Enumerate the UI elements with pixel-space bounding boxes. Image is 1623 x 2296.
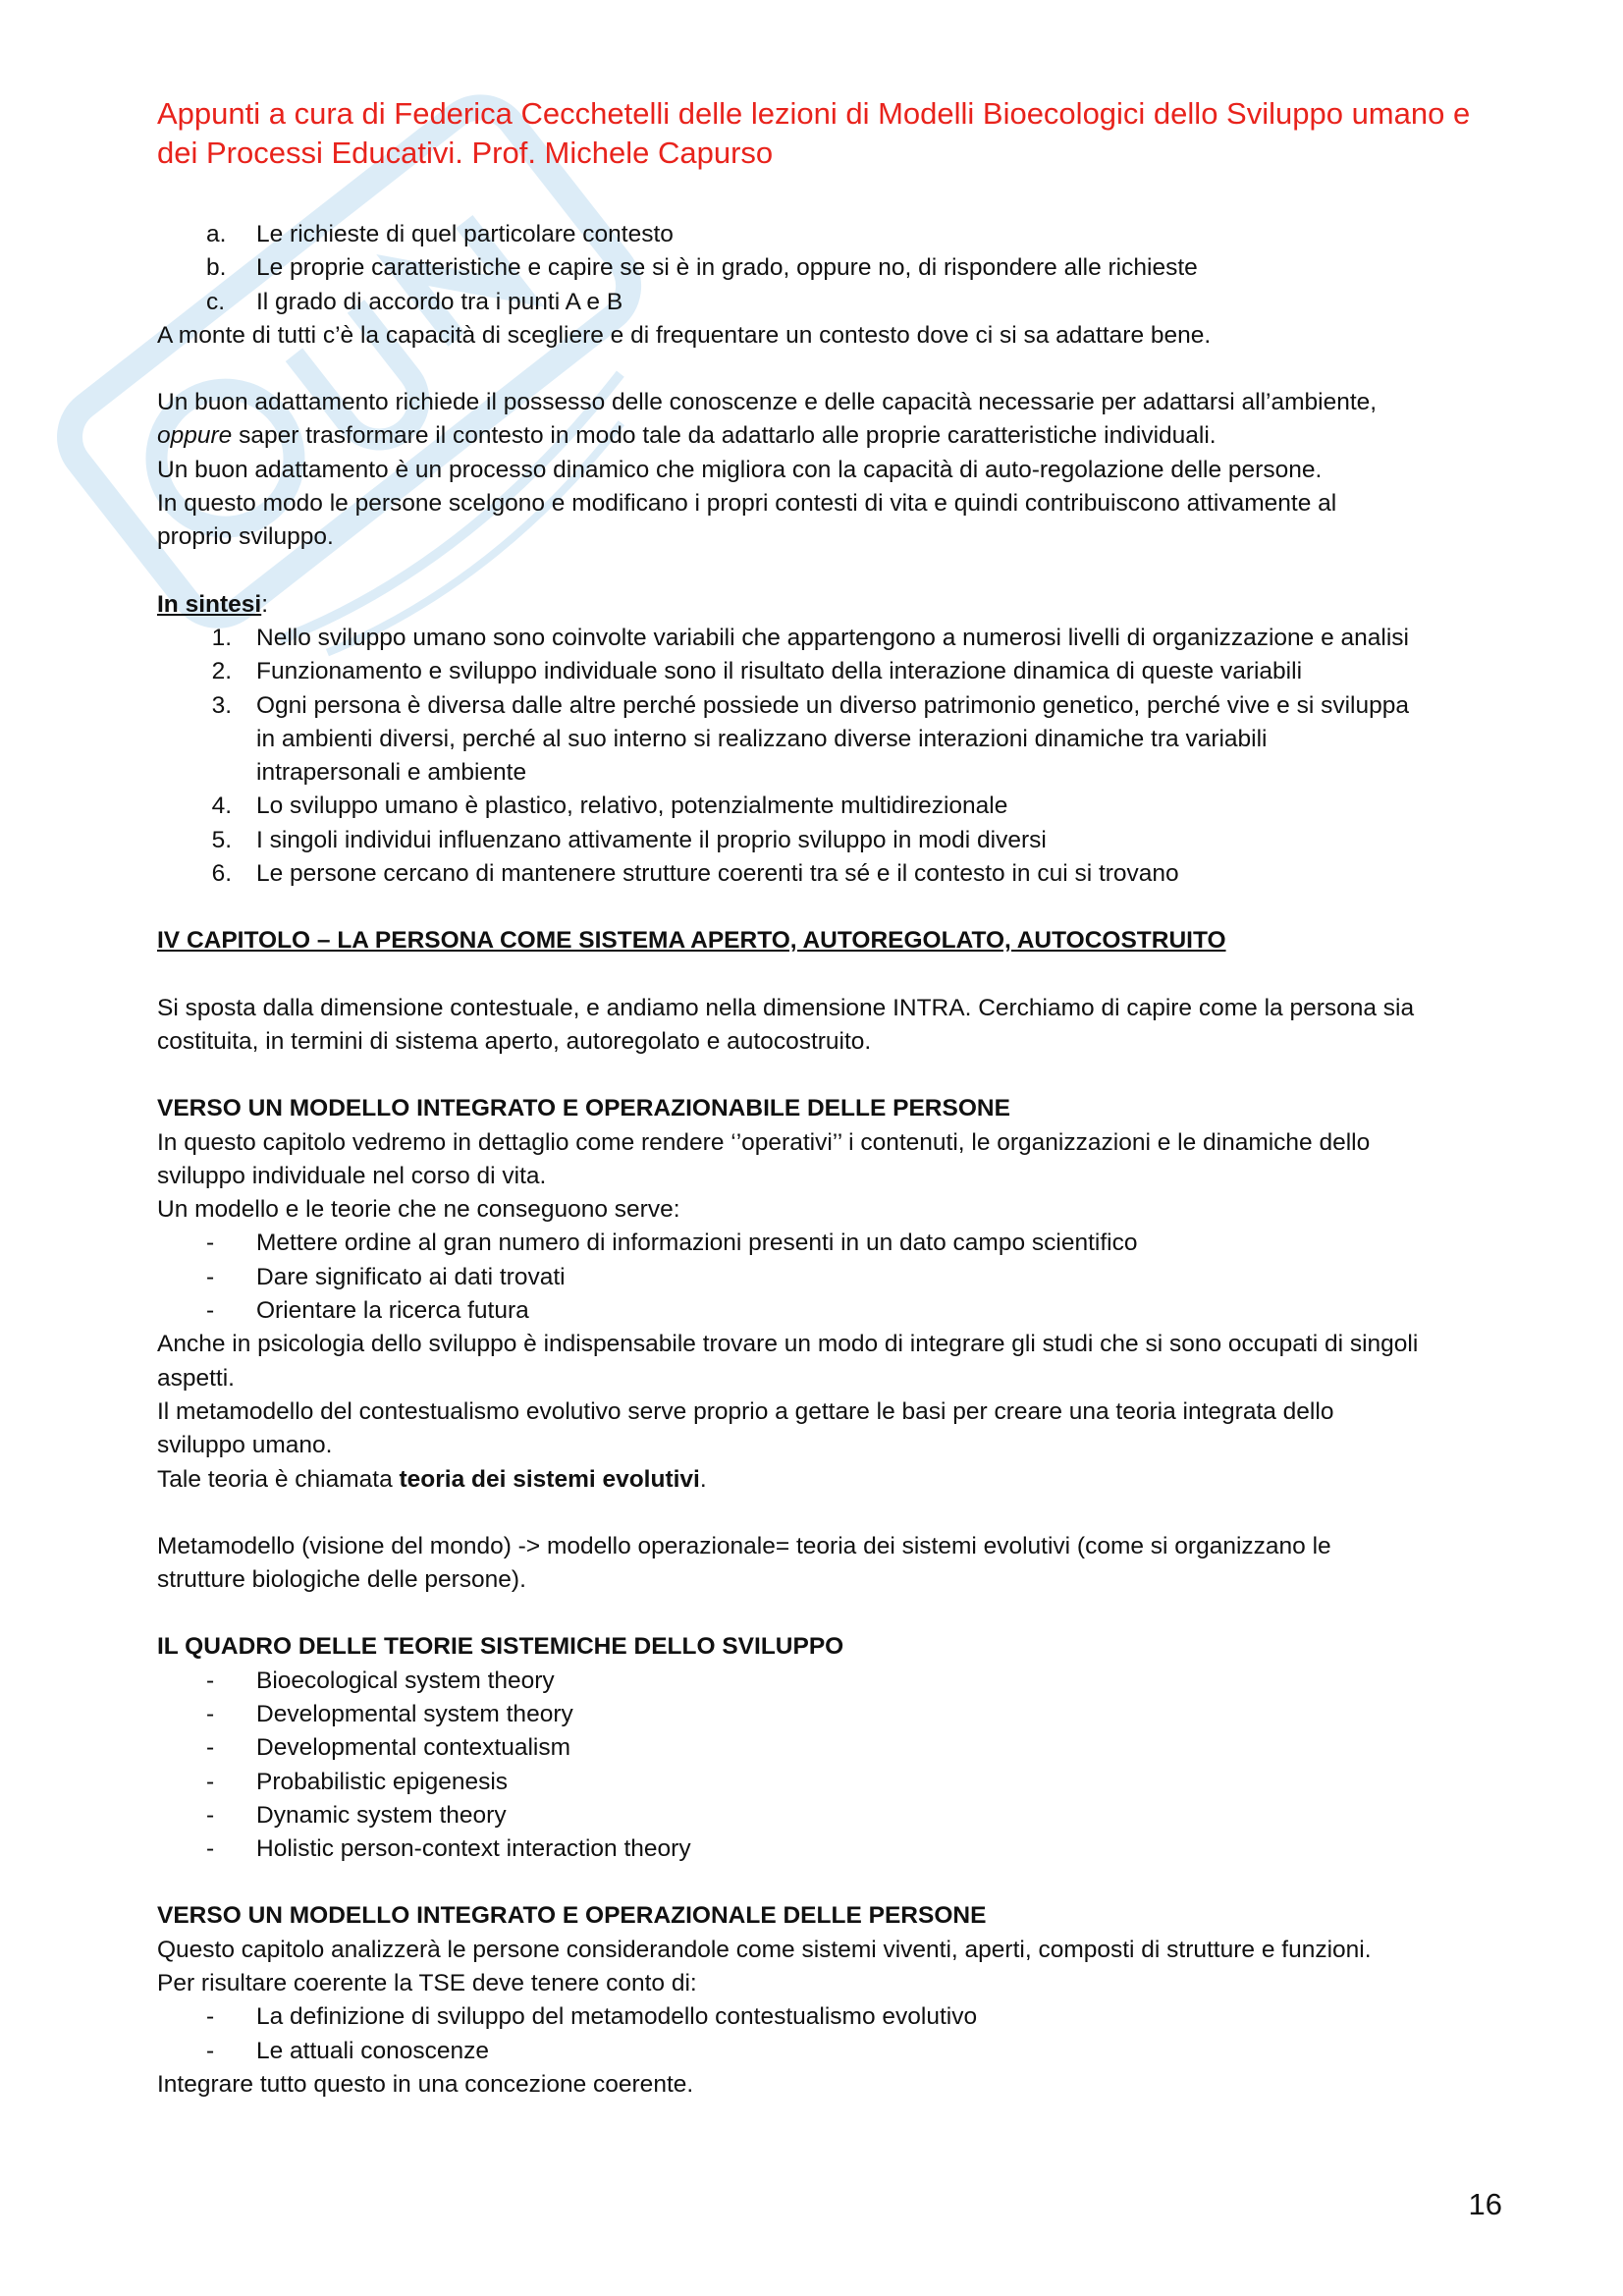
document-body bbox=[157, 218, 1492, 2102]
dash-marker: - bbox=[206, 1835, 215, 1863]
list-item: - Developmental contextualism bbox=[157, 1731, 1492, 1765]
list-item: - Bioecological system theory bbox=[157, 1665, 1492, 1698]
paragraph: Il metamodello del contestualismo evolutivo serve proprio a gettare le basi per creare una teoria integrata dello bbox=[157, 1397, 1334, 1425]
section-heading: VERSO UN MODELLO INTEGRATO E OPERAZIONALE DELLE PERSONE bbox=[157, 1902, 987, 1930]
list-marker: a. bbox=[206, 221, 227, 247]
dash-marker: - bbox=[206, 1667, 215, 1694]
list-marker: 6. bbox=[211, 860, 232, 888]
list-marker: c. bbox=[206, 288, 226, 315]
list-marker: 2. bbox=[211, 658, 232, 685]
emphasis-text: oppure bbox=[157, 422, 233, 450]
dash-marker: - bbox=[206, 2003, 215, 2031]
list-item bbox=[157, 218, 1492, 251]
list-item: - Developmental system theory bbox=[157, 1698, 1492, 1731]
paragraph: sviluppo individuale nel corso di vita. bbox=[157, 1162, 547, 1189]
dash-marker: - bbox=[206, 1801, 215, 1829]
dash-marker: - bbox=[206, 1734, 215, 1762]
paragraph: Un modello e le teorie che ne conseguono serve: bbox=[157, 1196, 680, 1224]
list-marker: b. bbox=[206, 254, 227, 282]
bold-term: teoria dei sistemi evolutivi bbox=[399, 1465, 700, 1493]
dash-marker: - bbox=[206, 1768, 215, 1795]
list-item: 6. Le persone cercano di mantenere strutture coerenti tra sé e il contesto in cui si trovano bbox=[157, 857, 1492, 891]
header-line-2: dei Processi Educativi. Prof. Michele Capurso bbox=[157, 136, 774, 170]
document-header bbox=[157, 94, 1492, 173]
dash-marker: - bbox=[206, 1230, 215, 1257]
list-item: - La definizione di sviluppo del metamodello contestualismo evolutivo bbox=[157, 2000, 1492, 2034]
list-item: - Holistic person-context interaction theory bbox=[157, 1832, 1492, 1866]
sintesi-label: In sintesi: bbox=[157, 590, 269, 618]
paragraph: proprio sviluppo. bbox=[157, 523, 334, 551]
paragraph: Integrare tutto questo in una concezione coerente. bbox=[157, 2070, 694, 2098]
list-marker: 3. bbox=[211, 691, 232, 719]
paragraph: Questo capitolo analizzerà le persone considerandole come sistemi viventi, aperti, composti di strutture e funzioni. bbox=[157, 1936, 1372, 1963]
list-item: 1. Nello sviluppo umano sono coinvolte variabili che appartengono a numerosi livelli di organizzazione e analisi bbox=[157, 622, 1492, 655]
chapter-title: IV CAPITOLO – LA PERSONA COME SISTEMA APERTO, AUTOREGOLATO, AUTOCOSTRUITO bbox=[157, 927, 1226, 955]
list-item bbox=[157, 286, 1492, 319]
header-line-1: Appunti a cura di Federica Cecchetelli delle lezioni di Modelli Bioecologici dello Sviluppo umano e bbox=[157, 96, 1471, 131]
dash-marker: - bbox=[206, 1297, 215, 1325]
paragraph: aspetti. bbox=[157, 1364, 235, 1392]
paragraph: Per risultare coerente la TSE deve tenere conto di: bbox=[157, 1970, 697, 1997]
dash-marker: - bbox=[206, 2037, 215, 2064]
list-item: - Probabilistic epigenesis bbox=[157, 1766, 1492, 1799]
paragraph: oppure saper trasformare il contesto in modo tale da adattarlo alle proprie caratteristiche individuali. bbox=[157, 422, 1217, 450]
section-heading: IL QUADRO DELLE TEORIE SISTEMICHE DELLO SVILUPPO bbox=[157, 1633, 844, 1661]
paragraph: Si sposta dalla dimensione contestuale, e andiamo nella dimensione INTRA. Cerchiamo di capire come la persona sia bbox=[157, 994, 1415, 1021]
paragraph: Anche in psicologia dello sviluppo è indispensabile trovare un modo di integrare gli studi che si sono occupati di singoli bbox=[157, 1331, 1419, 1358]
list-item: - Mettere ordine al gran numero di informazioni presenti in un dato campo scientifico bbox=[157, 1227, 1492, 1260]
paragraph: sviluppo umano. bbox=[157, 1432, 333, 1459]
list-item: - Orientare la ricerca futura bbox=[157, 1294, 1492, 1328]
dash-marker: - bbox=[206, 1700, 215, 1727]
paragraph: A monte di tutti c’è la capacità di scegliere e di frequentare un contesto dove ci si sa adattare bene. bbox=[157, 321, 1212, 349]
list-item: 4. Lo sviluppo umano è plastico, relativo, potenzialmente multidirezionale bbox=[157, 790, 1492, 823]
paragraph: Metamodello (visione del mondo) -> modello operazionale= teoria dei sistemi evolutivi (come si organizzano le bbox=[157, 1532, 1331, 1559]
paragraph: strutture biologiche delle persone). bbox=[157, 1566, 526, 1594]
list-item: 2. Funzionamento e sviluppo individuale sono il risultato della interazione dinamica di queste variabili bbox=[157, 655, 1492, 688]
list-item: - Dare significato ai dati trovati bbox=[157, 1261, 1492, 1294]
paragraph: costituita, in termini di sistema aperto, autoregolato e autocostruito. bbox=[157, 1027, 872, 1055]
paragraph: In questo capitolo vedremo in dettaglio come rendere ‘’operativi’’ i contenuti, le organizzazioni e le dinamiche dello bbox=[157, 1128, 1371, 1156]
dash-marker: - bbox=[206, 1263, 215, 1290]
paragraph: In questo modo le persone scelgono e modificano i propri contesti di vita e quindi contribuiscono attivamente al bbox=[157, 490, 1337, 518]
list-item-text: Le richieste di quel particolare contesto bbox=[256, 221, 674, 247]
list-item: - Le attuali conoscenze bbox=[157, 2035, 1492, 2068]
list-item: - Dynamic system theory bbox=[157, 1799, 1492, 1832]
paragraph: Un buon adattamento richiede il possesso delle conoscenze e delle capacità necessarie per adattarsi all’ambiente, bbox=[157, 389, 1378, 416]
list-item: 5. I singoli individui influenzano attivamente il proprio sviluppo in modi diversi bbox=[157, 824, 1492, 857]
list-marker: 4. bbox=[211, 793, 232, 820]
list-item bbox=[157, 251, 1492, 285]
list-item-text: Il grado di accordo tra i punti A e B bbox=[256, 288, 623, 315]
paragraph: Un buon adattamento è un processo dinamico che migliora con la capacità di auto-regolazione delle persone. bbox=[157, 456, 1323, 483]
list-marker: 5. bbox=[211, 826, 232, 853]
page-number: 16 bbox=[1468, 2187, 1502, 2221]
section-heading: VERSO UN MODELLO INTEGRATO E OPERAZIONABILE DELLE PERSONE bbox=[157, 1095, 1010, 1122]
list-item-text: Le proprie caratteristiche e capire se si è in grado, oppure no, di rispondere alle richieste bbox=[256, 254, 1198, 282]
list-item: 3. Ogni persona è diversa dalle altre perché possiede un diverso patrimonio genetico, perché vive e si sviluppa in ambienti diversi, perché al suo interno si realizzano diverse interazioni dinamiche tra variabili intrapersonali e ambiente bbox=[157, 689, 1492, 791]
paragraph: Tale teoria è chiamata teoria dei sistemi evolutivi. bbox=[157, 1465, 707, 1493]
list-marker: 1. bbox=[211, 624, 232, 651]
